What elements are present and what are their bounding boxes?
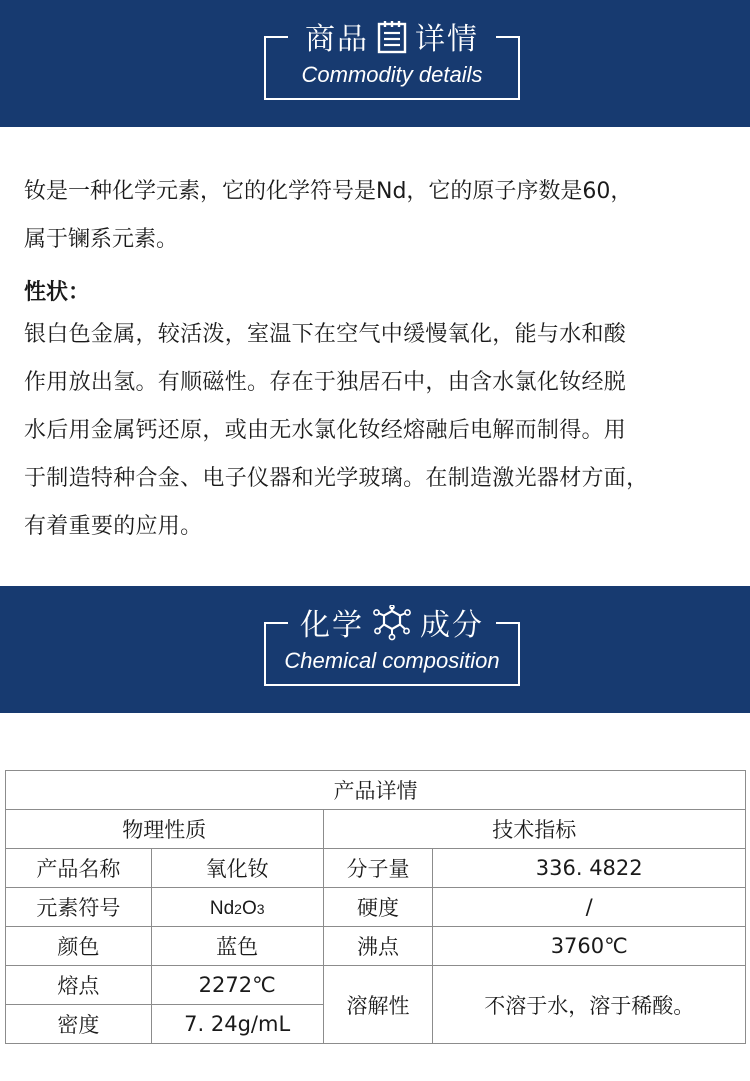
spec-value: 不溶于水，溶于稀酸。	[433, 966, 746, 1044]
spec-name: 溶解性	[323, 966, 433, 1044]
property-value: 氧化钕	[151, 849, 323, 888]
property-name: 元素符号	[6, 888, 152, 927]
spec-name: 沸点	[323, 927, 433, 966]
section-subtitle: Commodity details	[301, 62, 483, 87]
description-line: 水后用金属钙还原，或由无水氯化钕经熔融后电解而制得。用	[24, 418, 627, 443]
property-value: 2272℃	[151, 966, 323, 1005]
description-line: 银白色金属，较活泼，室温下在空气中缓慢氧化，能与水和酸	[24, 322, 627, 347]
formula-part: Nd	[209, 897, 235, 919]
spec-value: 3760℃	[433, 927, 746, 966]
title-right: 成分	[420, 608, 484, 643]
spec-name: 分子量	[323, 849, 433, 888]
description-line: 作用放出氢。有顺磁性。存在于独居石中，由含水氯化钕经脱	[24, 370, 627, 395]
notepad-icon	[377, 20, 407, 62]
title-frame	[264, 22, 520, 100]
table-row	[6, 927, 746, 966]
table-title: 产品详情	[6, 771, 746, 810]
title-left: 商品	[305, 22, 369, 57]
title-frame	[264, 608, 520, 686]
intro-paragraph	[24, 174, 729, 258]
section-title	[266, 14, 518, 62]
molecule-icon	[372, 605, 412, 649]
properties-description	[24, 311, 736, 551]
formula-subscript: 2	[234, 900, 242, 917]
intro-line: 属于镧系元素。	[24, 227, 179, 252]
spec-value: 336. 4822	[433, 849, 746, 888]
table-row	[6, 888, 746, 927]
spec-value: /	[433, 888, 746, 927]
commodity-details-banner	[0, 0, 750, 127]
property-name: 密度	[6, 1005, 152, 1044]
properties-heading: 性状：	[24, 280, 91, 305]
title-left: 化学	[300, 608, 364, 643]
formula-part: O	[241, 897, 257, 919]
section-title	[266, 600, 518, 649]
table-row	[6, 849, 746, 888]
intro-line: 钕是一种化学元素，它的化学符号是Nd，它的原子序数是60，	[24, 179, 633, 204]
description-line: 有着重要的应用。	[24, 514, 203, 539]
column-header-physical: 物理性质	[6, 810, 324, 849]
spec-name: 硬度	[323, 888, 433, 927]
property-name: 熔点	[6, 966, 152, 1005]
title-right: 详情	[415, 22, 479, 57]
property-name: 颜色	[6, 927, 152, 966]
description-line: 于制造特种合金、电子仪器和光学玻璃。在制造激光器材方面，	[24, 466, 649, 491]
column-header-technical: 技术指标	[323, 810, 745, 849]
property-name: 产品名称	[6, 849, 152, 888]
product-detail-table	[5, 770, 746, 1044]
table-row	[6, 966, 746, 1005]
chemical-formula	[151, 888, 323, 927]
chemical-composition-banner	[0, 586, 750, 713]
formula-subscript: 3	[256, 900, 265, 917]
property-value: 7. 24g/mL	[151, 1005, 323, 1044]
section-subtitle: Chemical composition	[284, 648, 500, 673]
property-value: 蓝色	[151, 927, 323, 966]
